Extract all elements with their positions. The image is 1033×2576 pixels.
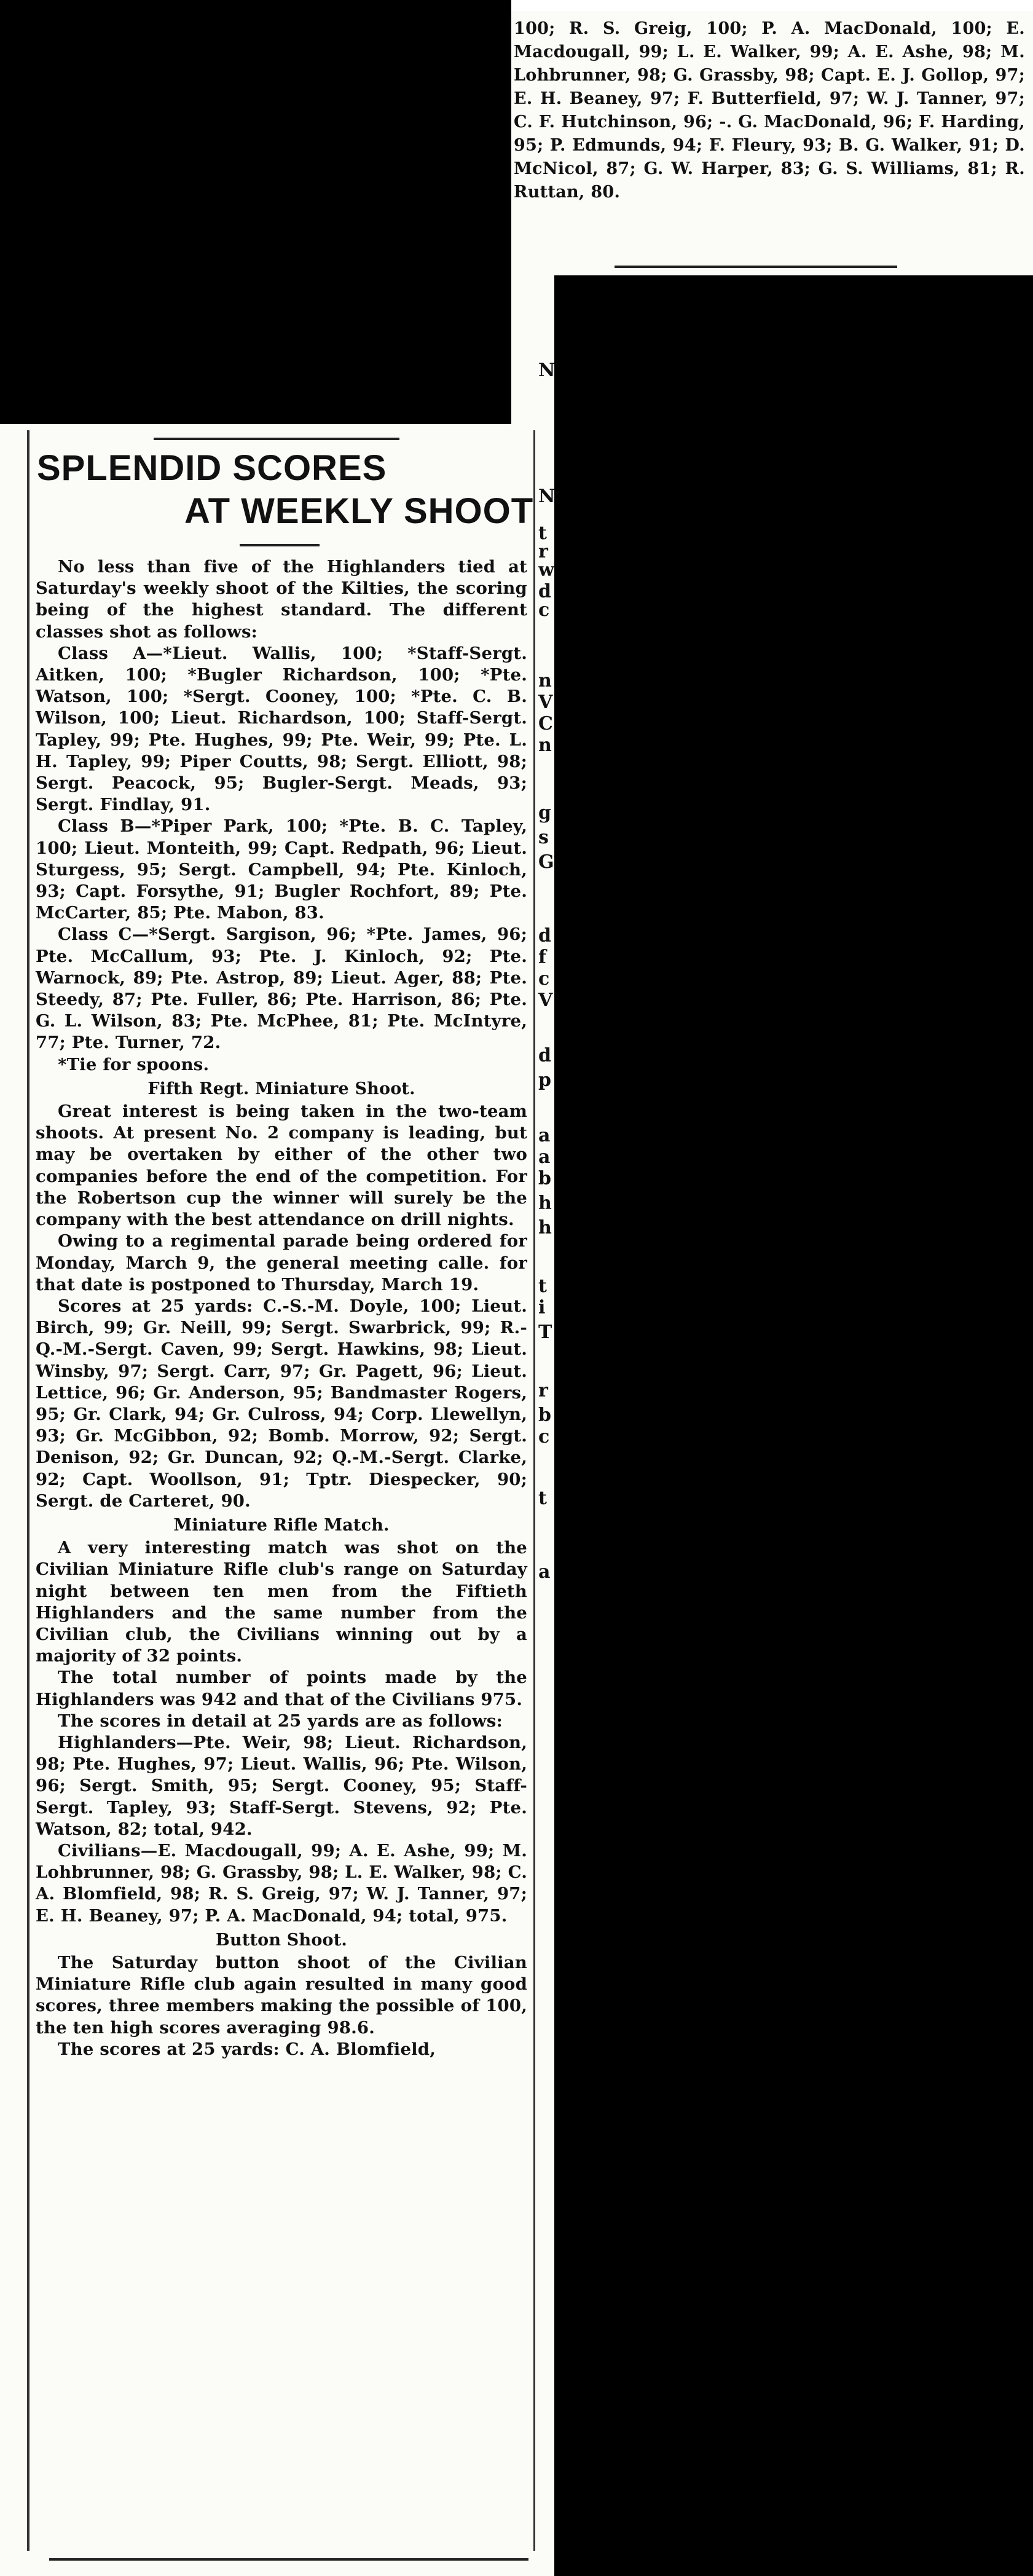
- margin-letter: c: [538, 1426, 550, 1448]
- margin-letter: i: [538, 1297, 546, 1318]
- headline-line-1: SPLENDID SCORES: [37, 448, 387, 488]
- margin-letter: d: [538, 1045, 551, 1066]
- top-continuation-text: 100; R. S. Greig, 100; P. A. MacDonald, 100; E. Macdougall, 99; L. E. Walker, 99; A. E. Ashe, 98; M. Lohbrunner, 98; G. Grassby, 98; Capt. E. J. Gollop, 97; E. H. Beaney, 97; F. Butterfield, 97; W. J. Tanner, 97; C. F. Hutchinson, 96; -. G. MacDonald, 96; F. Harding, 95; P. Edmunds, 94; F. Fleury, 93; B. G. Walker, 91; D. McNicol, 87; G. W. Harper, 83; G. S. Williams, 81; R. Ruttan, 80.: [514, 19, 1025, 202]
- margin-letter: g: [538, 802, 551, 824]
- margin-letter: V: [538, 691, 553, 713]
- margin-letter: d: [538, 581, 551, 602]
- margin-letter: s: [538, 827, 549, 848]
- margin-letter: n: [538, 670, 552, 691]
- article-paragraph: A very interesting match was shot on the Civilian Miniature Rifle club's range on Saturday night between ten men from the Fiftieth Highlanders and the same number from the Civilian club, the Civilians winning out by a majority of 32 points.: [36, 1538, 527, 1666]
- article-subheading: Fifth Regt. Miniature Shoot.: [147, 1079, 415, 1098]
- margin-letter: f: [538, 947, 546, 968]
- margin-letter: c: [538, 599, 550, 621]
- article-subheading: Miniature Rifle Match.: [173, 1515, 390, 1535]
- margin-letter: d: [538, 925, 551, 947]
- article-paragraph: Owing to a regimental parade being ordered for Monday, March 9, the general meeting calle. for that date is postponed to Thursday, March 19.: [36, 1231, 527, 1294]
- margin-letter: t: [538, 1275, 547, 1297]
- article-paragraph: Scores at 25 yards: C.-S.-M. Doyle, 100; Lieut. Birch, 99; Gr. Neill, 99; Sergt. Swarbrick, 99; R.-Q.-M.-Sergt. Caven, 99; Sergt. Hawkins, 98; Lieut. Winsby, 97; Sergt. Carr, 97; Gr. Pagett, 96; Lieut. Lettice, 96; Gr. Anderson, 95; Bandmaster Rogers, 95; Gr. Clark, 94; Gr. Culross, 94; Corp. Llewellyn, 93; Gr. McGibbon, 92; Bomb. Morrow, 92; Sergt. Denison, 92; Gr. Duncan, 92; Q.-M.-Sergt. Clarke, 92; Capt. Woollson, 91; Tptr. Diespecker, 90; Sergt. de Carteret, 90.: [36, 1296, 527, 1511]
- article-paragraph: Great interest is being taken in the two-team shoots. At present No. 2 company is leading, but may be overtaken by either of the other two companies before the end of the competition. For the Robertson cup the winner will surely be the company with the best attendance on drill nights.: [36, 1101, 527, 1230]
- margin-letter: t: [538, 1487, 547, 1509]
- margin-letter: T: [538, 1321, 552, 1343]
- margin-letter: t: [538, 522, 547, 544]
- article-paragraph: Highlanders—Pte. Weir, 98; Lieut. Richardson, 98; Pte. Hughes, 97; Lieut. Wallis, 96; Pte. Wilson, 96; Sergt. Smith, 95; Sergt. Cooney, 95; Staff-Sergt. Tapley, 93; Staff-Sergt. Stevens, 92; Pte. Watson, 82; total, 942.: [36, 1732, 527, 1839]
- article-paragraph: Class B—*Piper Park, 100; *Pte. B. C. Tapley, 100; Lieut. Monteith, 99; Capt. Redpath, 96; Lieut. Sturgess, 95; Sergt. Campbell, 94; Pte. Kinloch, 93; Capt. Forsythe, 91; Bugler Rochfort, 89; Pte. McCarter, 85; Pte. Mabon, 83.: [36, 816, 527, 923]
- article-paragraph: Class C—*Sergt. Sargison, 96; *Pte. James, 96; Pte. McCallum, 93; Pte. J. Kinloch, 92; Pte. Warnock, 89; Pte. Astrop, 89; Lieut. Ager, 88; Pte. Steedy, 87; Pte. Fuller, 86; Pte. Harrison, 86; Pte. G. L. Wilson, 83; Pte. McPhee, 81; Pte. McIntyre, 77; Pte. Turner, 72.: [36, 924, 527, 1053]
- margin-letter: N: [538, 360, 556, 381]
- margin-letter: a: [538, 1125, 551, 1146]
- column-divider: [533, 430, 535, 2551]
- redaction-top-left: [0, 0, 511, 424]
- article-paragraph: No less than five of the Highlanders tied at Saturday's weekly shoot of the Kilties, the scoring being of the highest standard. The different classes shot as follows:: [36, 557, 527, 642]
- margin-letter: r: [538, 541, 548, 562]
- left-border: [27, 430, 29, 2551]
- article-paragraph: The scores in detail at 25 yards are as follows:: [58, 1711, 503, 1731]
- article-paragraph: Civilians—E. Macdougall, 99; A. E. Ashe, 99; M. Lohbrunner, 98; G. Grassby, 98; L. E. Walker, 98; C. A. Blomfield, 98; R. S. Greig, 97; W. J. Tanner, 97; E. H. Beaney, 97; P. A. MacDonald, 94; total, 975.: [36, 1840, 527, 1926]
- article-subheading: Button Shoot.: [215, 1930, 348, 1950]
- margin-letter: C: [538, 713, 553, 735]
- margin-letter: b: [538, 1168, 551, 1189]
- margin-letter: r: [538, 1380, 548, 1401]
- margin-letter: V: [538, 990, 553, 1011]
- margin-letter: c: [538, 968, 550, 990]
- margin-letter: h: [538, 1192, 552, 1214]
- article-paragraph: Class A—*Lieut. Wallis, 100; *Staff-Sergt. Aitken, 100; *Bugler Richardson, 100; *Pte. Watson, 100; *Sergt. Cooney, 100; *Pte. C. B. Wilson, 100; Lieut. Richardson, 100; Staff-Sergt. Tapley, 99; Pte. Hughes, 99; Pte. Weir, 99; Pte. L. H. Tapley, 99; Piper Coutts, 98; Sergt. Elliott, 98; Sergt. Peacock, 95; Bugler-Sergt. Meads, 93; Sergt. Findlay, 91.: [36, 643, 527, 815]
- margin-letter: a: [538, 1146, 551, 1168]
- margin-letter: h: [538, 1217, 552, 1239]
- article-paragraph: The scores at 25 yards: C. A. Blomfield,: [58, 2039, 436, 2059]
- article-body: [36, 556, 527, 2060]
- margin-letter: p: [538, 1069, 551, 1091]
- margin-letter: w: [538, 559, 554, 581]
- margin-letter: b: [538, 1404, 551, 1426]
- headline-line-2: AT WEEKLY SHOOT: [184, 491, 534, 531]
- margin-letter: G: [538, 851, 554, 873]
- article-paragraph: The total number of points made by the Highlanders was 942 and that of the Civilians 975.: [36, 1668, 527, 1709]
- article-paragraph: The Saturday button shoot of the Civilian Miniature Rifle club again resulted in many good scores, three members making the possible of 100, the ten high scores averaging 98.6.: [36, 1953, 527, 2038]
- bottom-rule: [49, 2558, 528, 2561]
- margin-letter: a: [538, 1561, 551, 1583]
- margin-letter: N: [538, 486, 556, 507]
- margin-letter: n: [538, 735, 552, 756]
- headline-top-rule: [154, 438, 399, 440]
- top-right-rule: [615, 266, 897, 268]
- headline-bottom-rule: [240, 544, 320, 546]
- article-note: *Tie for spoons.: [58, 1054, 210, 1074]
- redaction-right: [554, 275, 1033, 2576]
